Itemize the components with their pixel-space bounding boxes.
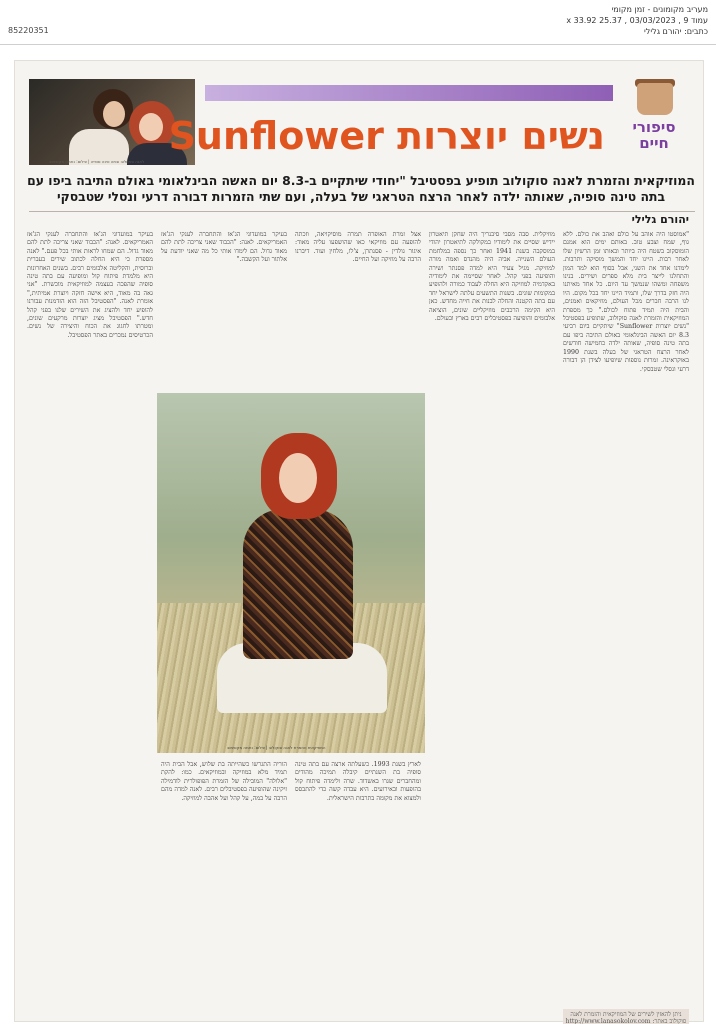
article-title: נשים יוצרות Sunflower: [168, 114, 605, 158]
text-column-3-lower: לארץ בשנת 1993. כשעלתה ארצה עם בתה טינה סופיה בת השנתיים קיבלה תמיכה מהודים ומהחברים שגרו באשדוד. שרה ולימדה פיתוח קול בהופעות ובאירועים. היא עבדה קשה כדי להתבסס ולמצוא את מקומה בתרבות הישראלית.: [295, 761, 421, 802]
text-column-3: אצל זמרת האופרה תמרה מוסיקויאה, וזכתה להופעה עם מוזיקאי כאו שהושפעו עליה מאוד: איגור גולדין - פסנתרן, צ'לו, מלחין ועוד. דיברנו הרבה על מוזיקה ועל החיים.: [295, 231, 421, 264]
clipping-meta: [566, 4, 708, 37]
clipping-header: [0, 0, 716, 44]
page-info: עמוד 9 , 03/03/2023 , 25.37 x 33.92: [566, 16, 708, 25]
publication-name: מעריב מקומונים - זמן מקומי: [611, 5, 708, 14]
main-photo: [157, 393, 425, 753]
text-column-5: בעיקר במועדוני הג'אז והתחברה לענקי הג'אז האמריקאים. לאנה: "הכבוד שאני צריכה לתת להם מאוד גדול. הם שמחו לראות אותי בכל פעם." לאנה מספרת כי היא החלה לכתוב שירים בעברית וברוסית, והקליטה אלבומים רבים. בשנים האחרונות היא מלמדת פיתוח קול ומופיעה עם בתה טינה סופיה שהפכה בעצמה למוזיקאית מוכשרת. "אני גאה בה מאוד, היא אישה חזקה ויוצרת אמיתית," אומרת לאנה. "הפסטיבל הזה הוא הזדמנות עבורנו להופיע יחד ולהציג את השירים שלנו בפני קהל חדש." הפסטיבל מציג יוצרות מרקעים שונים, ומטרתו לחגוג את הכוח והיצירה של נשים. הכרטיסים נמכרים באתר הפסטיבל.: [27, 231, 153, 339]
website-note: ניתן להאזין לשירים של המוזיקאית והזמרת לאנה סוקולוב באתר: http://www.lanasokolov.com: [563, 1009, 689, 1024]
text-column-4: בעיקר במועדוני הג'אז והתחברה לענקי הג'אז האמריקאים. לאנה: "הכבוד שאני צריכה לתת להם מאוד גדול. הם לימדו אותי כל מה שאני יודעת על אלתור ועל הקשבה.": [161, 231, 287, 264]
banner-photo-caption: לאנה סוקולוב ובתה טינה סופיה | צילום: נחמה מקסימוב: [49, 159, 145, 164]
section-logo-label: סיפורי חיים: [632, 118, 676, 152]
document-id: 85220351: [8, 26, 49, 35]
reporters: כתבים: יהורם גלילי: [644, 27, 708, 36]
main-photo-caption: המוזיקאית והזמרת לאנה סוקולוב | צילום: נחמה מקסימוב: [227, 745, 326, 750]
article-headline: המוזיקאית והזמרת לאנה סוקולוב תופיע בפסטיבל "יחודי שיתקיים ב-8.3 יום האשה הבינלאומי באולם התיבה ביפו עם בתה טינה סופיה, שאותה ילדה לאחר הרצח הטראגי של בעלה, ועם שתי הזמרות דבורה דרעי ונסלי שטבסקי: [27, 173, 695, 204]
text-column-1: "אמוסטו היה אוהב על כולם ואהב את כולם. ללא גוף, שמח וצבע טוב. באותם ימים הוא אמנם הומוסקוב בשטח היה ביותר ובאותו זמן הרשיון שלו לאחר רבות. היינו יחד והמשך מוסיקה ותרבות. לימדנו אחד את השני, אבל בסוף הוא למד המון והתחלנו לייצר בית מלא ספרים ושירים. בנינו משפחה ומשהו שנמשך עד היום. כל אחד מאיתנו היה חזק בדרך שלו, ותמיד היינו יחד בכל מקום. היו לנו הרבה חברים מכל העולם, מוזיקאים ואמנים, והבית היה תמיד פתוח לכולם." כך מספרת המוזיקאית והזמרת לאנה סוקולוב, שתופיע בפסטיבל "נשים יוצרות Sunflower" שיתקיים ביום רביעי 8.3 יום האשה הבינלאומי באולם התיבה ביפו עם בתה טינה סופיה, שאותה ילדה כחמישה חודשים לאחר הרצח הטראגי של בעלה בשנת 1990 באוקראינה. זמרות נוספות שיופיעו לצידן הן דבורה דרעי ונסלי שטבסקי.: [563, 231, 689, 373]
banner-stripe: [205, 85, 613, 101]
article-banner: [29, 79, 695, 165]
byline-divider: [29, 211, 695, 212]
header-divider: [0, 44, 716, 45]
text-column-2: מוזיקלית. סבה מסבי סיבנריך היה שחקן תיאטרון יידיש שסיים את לימודיו במקולקה לתיאטרון יהודי במוסקבה בשנת 1941 ואחר כך נספה במלחמת העולם השנייה. אביה היה מהנדס ואמה מורה למוזיקה. מגיל צעיר היא למדה פסנתר ושירה והופיעה בפני קהל. לאחר שסיימה את לימודיה באקדמיה למוזיקה היא החלה לעבוד כמורה ולהופיע במקומות שונים. בשנות התשעים עלתה לישראל יחד עם בתה הקטנה והחלה לבנות את חייה מחדש. כאן היא הקימה הרכבים מוזיקליים שונים, הוציאה אלבומים והופיעה בפסטיבלים רבים בארץ ובעולם.: [429, 231, 555, 323]
text-column-4-lower: הוריה התגרשו כשהייתה בת שלוש, אבל הבית היה תמיד מלא במוזיקה ובמוזיקאים. כמו: להקת "אלולה" המובילה של הזמרת הפופולרית לודמילה זיקינה שהופיעה בפסטיבלים רבים. לאנה למדה מהם הרבה על במה, על קהל ועל אהבה למוזיקה.: [161, 761, 287, 802]
newspaper-page: [14, 60, 704, 1022]
article-byline: יהורם גלילי: [631, 213, 689, 226]
section-logo: [613, 79, 695, 165]
